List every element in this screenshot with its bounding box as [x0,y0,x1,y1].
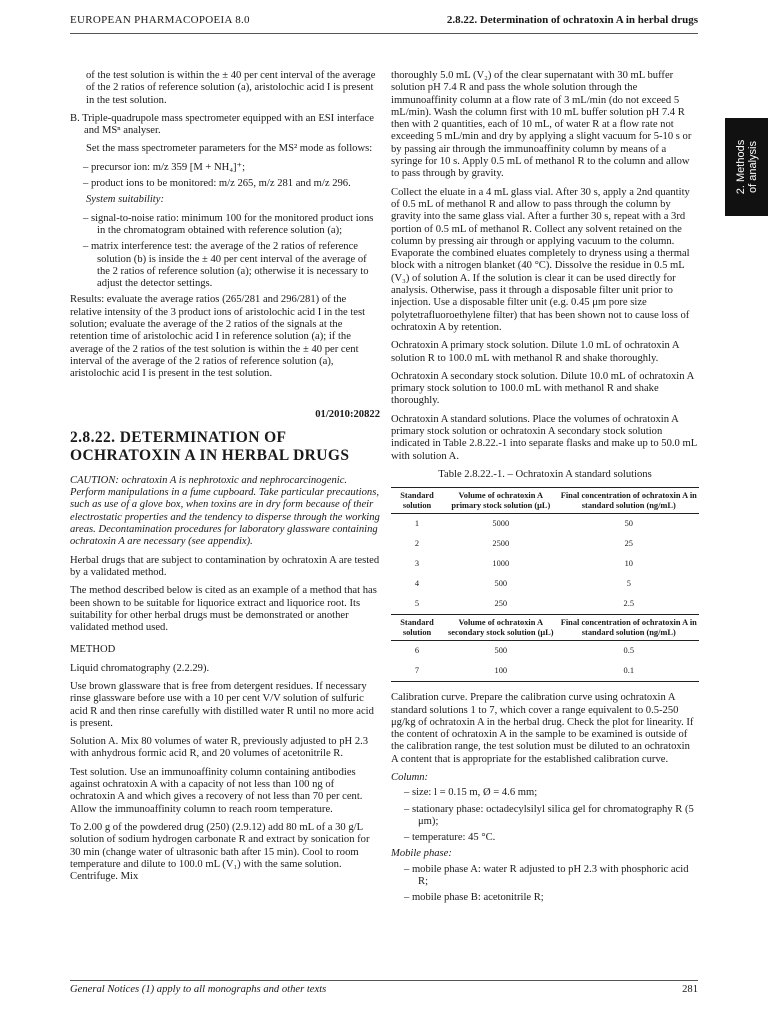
paragraph: To 2.00 g of the powdered drug (250) (2.9.12) add 80 mL of a 30 g/L solution of sodium hydrogen carbonate R and extract by sonication for 30 min (change water of ultrasonic bath after 15 min). Cool to room temperature and dilute to 100.0 mL (V₁) with the same solution. Centrifuge. Mix [70,821,370,883]
list-item: – signal-to-noise ratio: minimum 100 for the monitored product ions in the chromatogram obtained with reference solution (a); [83,212,374,236]
table-row [391,641,699,662]
table-header-cell: Volume of ochratoxin A primary stock solution (μL) [443,488,559,514]
table-cell: 0.5 [623,646,635,656]
paragraph: Ochratoxin A secondary stock solution. Dilute 10.0 mL of ochratoxin A primary stock solution to 100.0 mL with methanol R and shake thoroughly. [391,370,694,407]
paragraph: Set the mass spectrometer parameters for the MS² mode as follows: [86,143,373,155]
table-cell: 2 [414,539,420,549]
header-right: 2.8.22. Determination of ochratoxin A in herbal drugs [446,14,698,26]
standard-solutions-table [391,487,699,682]
list-item: – product ions to be monitored: m/z 265, m/z 281 and m/z 296. [83,178,351,190]
footer-rule [70,980,698,981]
list-item: – matrix interference test: the average of the 2 ratios of reference solution (b) is inside the ± 40 per cent interval of the average of the 2 ratios of reference solution (a); otherwise it is necessary to adjust the detector settings. [83,241,369,290]
list-item: – temperature: 45 °C. [404,832,496,844]
list-item: – stationary phase: octadecylsilyl silica gel for chromatography R (5 μm); [404,803,694,827]
table-cell: 6 [414,646,420,656]
table-cell: 5000 [492,519,510,529]
table-row [391,554,699,574]
table-header-cell: Standard solution [391,488,443,514]
subheading: System suitability: [86,194,164,206]
subheading: Column: [391,771,429,783]
page-number: 281 [682,984,698,995]
paragraph: thoroughly 5.0 mL (V₂) of the clear supernatant with 30 mL buffer solution pH 7.4 R and pass the whole solution through the immunoaffinity column at a flow rate of 3 mL/min (do not exceed 5 mL/min). Wash the column first with 10 mL buffer solution pH 7.4 R then with 2 quantities, each of 10 mL, of water R at a flow rate not exceeding 5 mL/min and dry by applying a slight vacuum for 5-10 s or by passing air through the immunoaffinity column by means of a syringe for 10 s. Apply 0.5 mL of methanol R to the column and allow to pass through by gravity. [391,70,692,180]
table-header-row [391,615,699,641]
table-cell: 250 [494,599,508,609]
list-item: – precursor ion: m/z 359 [M + NH₄]⁺; [83,161,246,173]
table-row [391,661,699,682]
paragraph: Ochratoxin A primary stock solution. Dilute 1.0 mL of ochratoxin A solution R to 100.0 mL with methanol R and shake thoroughly. [391,340,679,364]
table-cell: 1000 [492,559,510,569]
table-row [391,574,699,594]
paragraph: Ochratoxin A standard solutions. Place the volumes of ochratoxin A primary stock solution or ochratoxin A secondary stock solution indicated in Table 2.8.22.-1 into separate flasks and make up to 50.0 mL with solution A. [391,413,697,462]
table-header-row [391,488,699,514]
paragraph: Test solution. Use an immunoaffinity column containing antibodies against ochratoxin A with a capacity of not less than 100 ng of ochratoxin A and which gives a recovery of not less than 70 per cent. Allow the immunoaffinity column to reach room temperature. [70,766,363,815]
table-cell: 25 [624,539,633,549]
table-header-cell: Standard solution [391,615,443,641]
footer-note: General Notices (1) apply to all monographs and other texts [70,984,327,995]
table-cell: 1 [414,519,420,529]
paragraph: Use brown glassware that is free from detergent residues. If necessary rinse glassware before use with a 10 per cent V/V solution of sulfuric acid R and then rinse carefully with distilled water R until no more acid is present. [70,680,374,729]
section-tab-label: 2. Methods of analysis [734,139,759,195]
subheading: Mobile phase: [391,848,452,860]
section-title: 2.8.22. DETERMINATION OF OCHRATOXIN A IN HERBAL DRUGS [70,428,350,464]
paragraph: of the test solution is within the ± 40 per cent interval of the average of the 2 ratios of reference solution (a), aristolochic acid I is present in the test solution. [86,70,376,106]
table-cell: 4 [414,579,420,589]
table-cell: 10 [624,559,633,569]
section-tab [725,118,768,216]
table-cell: 50 [624,519,633,529]
reference-number: 01/2010:20822 [315,408,380,420]
header-rule [70,33,698,34]
list-item-b: B. Triple-quadrupole mass spectrometer equipped with an ESI interface and MSⁿ analyser. [70,112,374,137]
table-caption: Table 2.8.22.-1. – Ochratoxin A standard solutions [438,468,652,480]
method-heading: METHOD [70,644,116,656]
table-cell: 2.5 [623,599,635,609]
table-cell: 500 [494,646,508,656]
table-cell: 7 [391,661,443,682]
table-cell: 0.1 [559,661,699,682]
table-header-cell: Volume of ochratoxin A secondary stock solution (μL) [443,615,559,641]
table-row [391,534,699,554]
table-cell: 5 [626,579,631,589]
paragraph: Results: evaluate the average ratios (265/281 and 296/281) of the relative intensity of the 3 product ions of aristolochic acid I in the test solution; evaluate the average of the 2 ratios of the signals at the retention time of aristolochic acid I in reference solution (a); if the average of the 2 ratios of the test solution is within the ± 40 per cent interval of the average of the 2 ratios of reference solution (a), aristolochic acid I is present in the test solution. [70,294,366,380]
table-header-cell: Final concentration of ochratoxin A in standard solution (ng/mL) [559,615,699,641]
paragraph: Solution A. Mix 80 volumes of water R, previously adjusted to pH 2.3 with anhydrous formic acid R, and 20 volumes of acetonitrile R. [70,736,369,760]
paragraph: The method described below is cited as an example of a method that has been shown to be suitable for liquorice extract and liquorice root. Its suitability for other herbal drugs must be demonstrated or another validated method used. [70,585,377,634]
paragraph: Liquid chromatography (2.2.29). [70,662,210,674]
table-header-cell: Final concentration of ochratoxin A in standard solution (ng/mL) [559,488,699,514]
paragraph: Calibration curve. Prepare the calibration curve using ochratoxin A standard solutions 1 to 7, which cover a range equivalent to 0.5-250 μg/kg of ochratoxin A in the herbal drug. Check the plot for linearity. If the content of ochratoxin A in the sample to be examined is outside of the calibration range, the test solution must be diluted to an ochratoxin A content that is appropriate for the established calibration curve. [391,692,694,765]
left-column [70,70,380,889]
list-item: – mobile phase B: acetonitrile R; [404,892,544,904]
list-item: – mobile phase A: water R adjusted to pH 2.3 with phosphoric acid R; [404,863,689,888]
table-cell: 2500 [492,539,510,549]
table-cell: 3 [414,559,420,569]
paragraph: Collect the eluate in a 4 mL glass vial. After 30 s, apply a 2nd quantity of 0.5 mL of methanol R and allow to pass through the column by gravity into the same glass vial. After a further 30 s, repeat with a 3rd portion of 0.5 mL of methanol R. Collect any solvent retained on the column by pressing air through or applying vacuum to the column. Evaporate the combined eluates completely to dryness using a thermal block with a nitrogen blanket (40 °C). Dissolve the residue in 0.5 mL (V₃) of solution A. If the solution is clear it can be used directly for analysis. Otherwise, pass it through a disposable filter unit prior to injection. Use a disposable filter unit (e.g. 0.45 μm pore size polytetrafluoroethylene filter) that has been shown not to cause loss of ochratoxin A by retention. [391,186,690,333]
list-item: – size: l = 0.15 m, Ø = 4.6 mm; [404,787,538,799]
table-cell: 100 [443,661,559,682]
table-row [391,594,699,615]
paragraph: Herbal drugs that are subject to contamination by ochratoxin A are tested by a validated method. [70,554,380,578]
right-column [391,70,699,909]
table-row [391,514,699,535]
caution-text: CAUTION: ochratoxin A is nephrotoxic and nephrocarcinogenic. Perform manipulations in a fume cupboard. Take particular precautions, such as use of a glove box, when toxins are in dry form because of their electrostatic properties and the tendency to disperse through the working areas. Decontamination procedures for laboratory glassware containing ochratoxin A are necessary (see appendix). [70,474,380,548]
table-cell: 5 [414,599,420,609]
table-cell: 500 [494,579,508,589]
header-left: EUROPEAN PHARMACOPOEIA 8.0 [70,14,250,26]
